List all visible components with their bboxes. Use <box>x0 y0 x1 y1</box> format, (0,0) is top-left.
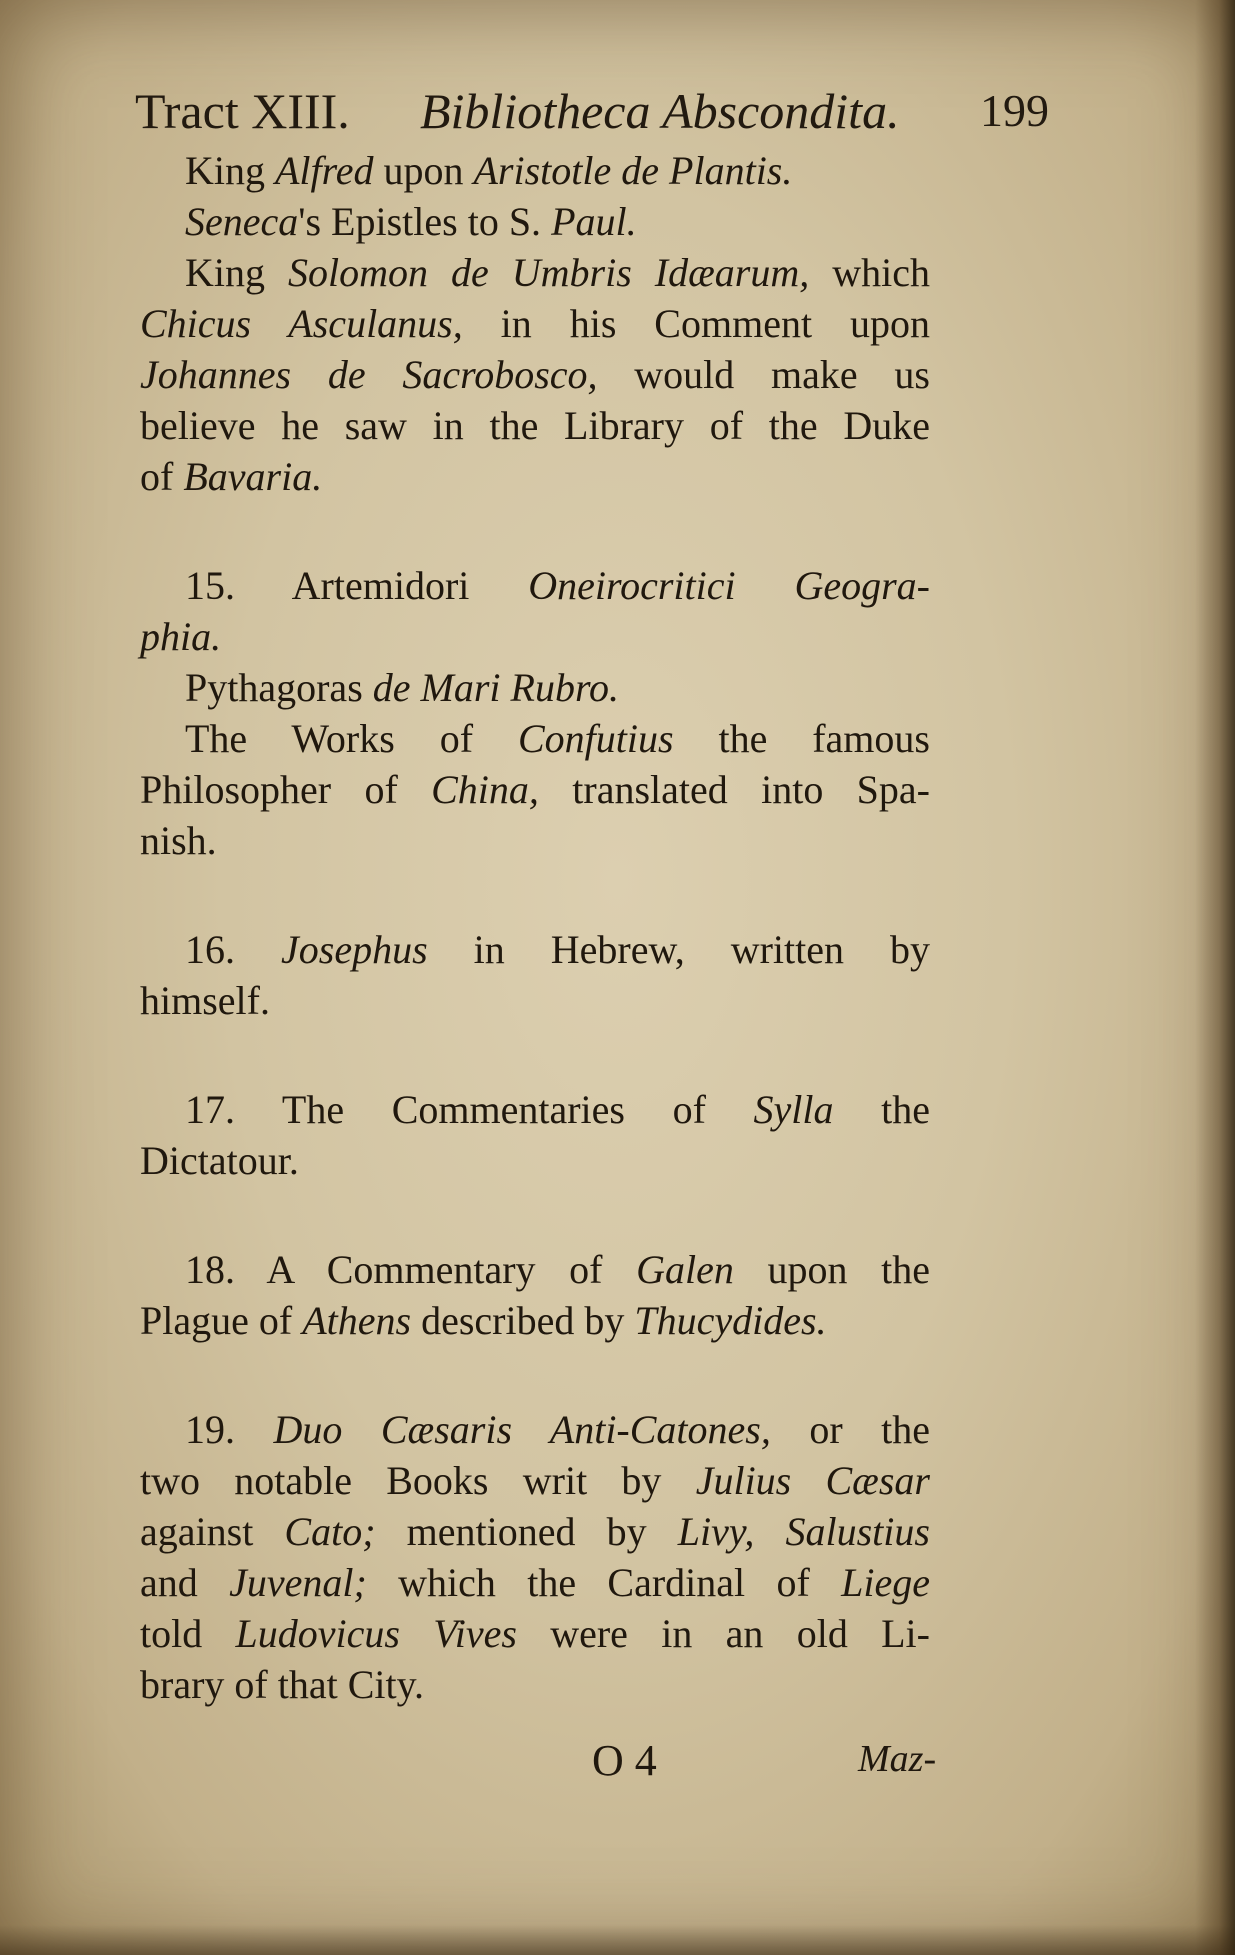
text-line: brary of that City. <box>140 1662 425 1707</box>
text-line: Chicus Asculanus, in his Comment upon <box>140 301 930 346</box>
spacer <box>140 1346 930 1404</box>
text-line: Dictatour. <box>140 1138 299 1183</box>
page-number: 199 <box>980 85 1049 136</box>
text-line: against Cato; mentioned by Livy, Salustius <box>140 1509 930 1554</box>
text-line: nish. <box>140 818 217 863</box>
entry-16: 16. Josephus in Hebrew, written by <box>185 927 931 972</box>
text-line: Pythagoras de Mari Rubro. <box>185 665 620 710</box>
page-footer <box>140 1735 940 1795</box>
text-line: two notable Books writ by Julius Cæsar <box>140 1458 930 1503</box>
text-line: believe he saw in the Library of the Duke <box>140 403 930 448</box>
signature-mark: O 4 <box>592 1736 657 1785</box>
page-bottom-shadow <box>0 1925 1235 1955</box>
text-line: King Solomon de Umbris Idæarum, which <box>185 250 930 295</box>
running-title: Bibliotheca Abscondita. <box>420 83 900 139</box>
text-line: and Juvenal; which the Cardinal of Liege <box>140 1560 930 1605</box>
tract-label: Tract XIII. <box>135 83 350 139</box>
spacer <box>140 502 930 560</box>
page-header <box>135 82 1085 142</box>
entry-18: 18. A Commentary of Galen upon the <box>185 1247 930 1292</box>
spacer <box>140 1186 930 1244</box>
page-body <box>140 145 930 1710</box>
text-line: Philosopher of China, translated into Spa- <box>140 767 930 812</box>
entry-15: 15. Artemidori Oneirocritici Geogra- <box>185 563 930 608</box>
text-line: The Works of Confutius the famous <box>185 716 930 761</box>
catchword: Maz- <box>858 1738 937 1780</box>
text-line: himself. <box>140 978 270 1023</box>
text-line: Seneca's Epistles to S. Paul. <box>185 199 637 244</box>
text-line: Plague of Athens described by Thucydides. <box>140 1298 827 1343</box>
entry-17: 17. The Commentaries of Sylla the <box>185 1087 930 1132</box>
spacer <box>140 1026 930 1084</box>
text-line: phia. <box>140 614 222 659</box>
text-line: King Alfred upon Aristotle de Plantis. <box>185 148 793 193</box>
spacer <box>140 866 930 924</box>
text-line: Johannes de Sacrobosco, would make us <box>140 352 930 397</box>
page-gutter-shadow <box>1195 0 1235 1955</box>
text-line: of Bavaria. <box>140 454 323 499</box>
entry-19: 19. Duo Cæsaris Anti-Catones, or the <box>185 1407 931 1452</box>
text-line: told Ludovicus Vives were in an old Li- <box>140 1611 930 1656</box>
